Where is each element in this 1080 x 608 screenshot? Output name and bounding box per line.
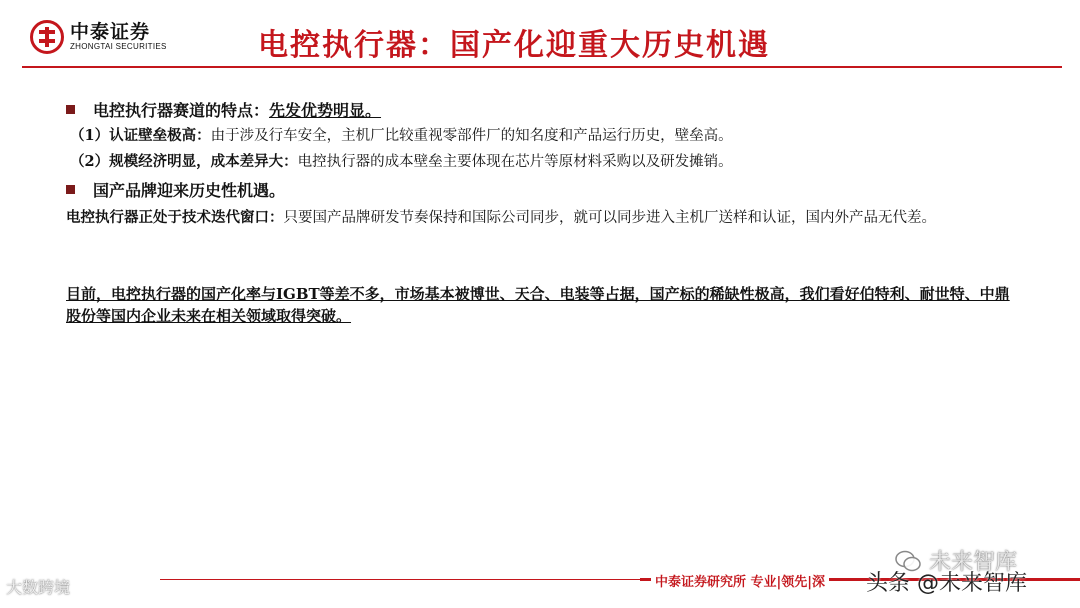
section2-para-label: 电控执行器正处于技术迭代窗口： (66, 209, 284, 226)
bullet-square-icon (66, 105, 75, 114)
item1-label: （1）认证壁垒极高： (70, 127, 211, 144)
section1-heading (66, 98, 381, 121)
watermark-right-top-text: 未来智库 (929, 550, 1018, 575)
section1-heading-highlight: 先发优势明显。 (269, 101, 382, 120)
brand-name-cn: 中泰证券 (70, 21, 151, 43)
bullet-square-icon (66, 185, 75, 194)
section1-item2 (70, 151, 733, 173)
header-divider (22, 66, 1062, 68)
section1-heading-prefix: 电控执行器赛道的特点： (93, 101, 270, 120)
section2-para-text: 只要国产品牌研发节奏保持和国际公司同步，就可以同步进入主机厂送样和认证，国内外产品无代差。 (283, 210, 936, 226)
brand-name-en: ZHONGTAI SECURITIES (70, 42, 167, 51)
conclusion-note: 目前，电控执行器的国产化率与IGBT等差不多，市场基本被博世、天合、电装等占据，国产标的稀缺性极高，我们看好伯特利、耐世特、中鼎股份等国内企业未来在相关领域取得突破。 (66, 285, 1010, 325)
section2-heading (66, 178, 285, 201)
slide-header (0, 0, 1080, 72)
watermark-right-bottom: 头条 @未来智库 (866, 571, 1027, 596)
section2-paragraph (66, 207, 1021, 229)
item1-text: 由于涉及行车安全，主机厂比较重视零部件厂的知名度和产品运行历史，壁垒高。 (210, 128, 733, 144)
item2-label: （2）规模经济明显，成本差异大： (70, 153, 298, 170)
section2-heading-text: 国产品牌迎来历史性机遇。 (93, 181, 286, 200)
brand-logo (30, 20, 167, 54)
footer-text: 中泰证券研究所 专业|领先|深 (651, 571, 829, 590)
watermark-left: 大数跨境 (6, 578, 71, 597)
item2-text: 电控执行器的成本壁垒主要体现在芯片等原材料采购以及研发摊销。 (297, 154, 733, 170)
footer-thin-line (160, 579, 640, 580)
section1-item1 (70, 125, 733, 147)
zhongtai-logo-icon (30, 20, 64, 54)
page-title: 电控执行器：国产化迎重大历史机遇 (258, 28, 770, 63)
